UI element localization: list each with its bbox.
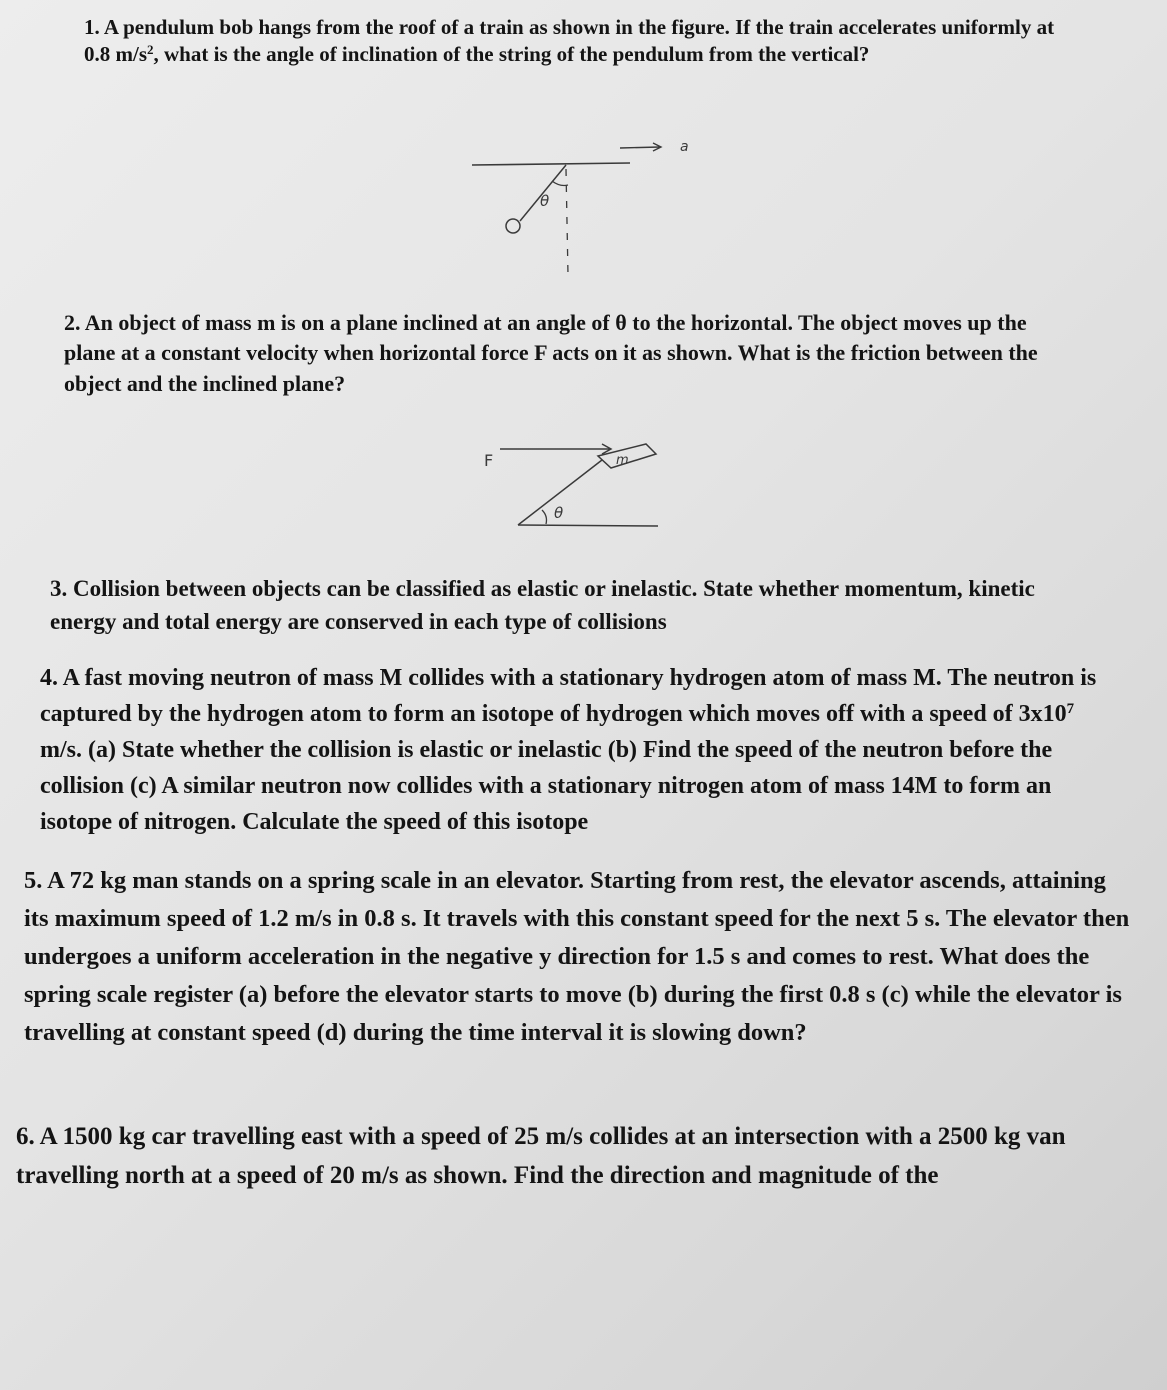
question-6 — [16, 1118, 1136, 1196]
question-4-text: 4. A fast moving neutron of mass M collides with a stationary hydrogen atom of mass M. The neutron is captured by the hydrogen atom to form an isotope of hydrogen which moves off with a speed of 3x10 — [40, 665, 1097, 727]
question-1-text: 1. A pendulum bob hangs from the roof of a train as shown in the figure. If the train accelerates uniformly at 0.8 m/s — [84, 15, 1055, 67]
pendulum-bob — [506, 219, 520, 233]
question-3-text: 3. Collision between objects can be classified as elastic or inelastic. State whether momentum, kinetic energy and total energy are conserved in each type of collisions — [50, 576, 1035, 635]
question-4-superscript: 7 — [1066, 700, 1075, 717]
incline-angle-label: θ — [554, 504, 564, 522]
pendulum-figure — [460, 125, 700, 285]
acceleration-arrow — [620, 147, 660, 148]
angle-label: θ — [540, 192, 550, 210]
question-2-text: 2. An object of mass m is on a plane inclined at an angle of θ to the horizontal. The object moves up the plane at a constant velocity when horizontal force F acts on it as shown. What is the friction between the object and the inclined plane? — [64, 310, 1038, 396]
question-1-text-tail: , what is the angle of inclination of the string of the pendulum from the vertical? — [153, 42, 870, 67]
question-6-text: 6. A 1500 kg car travelling east with a speed of 25 m/s collides at an intersection with a 2500 kg van travelling north at a speed of 20 m/s as shown. Find the direction and magnitude of the — [16, 1123, 1066, 1189]
inclined-plane-figure — [470, 420, 690, 545]
ground-line — [518, 525, 658, 526]
angle-arc — [552, 181, 568, 186]
question-5-text: 5. A 72 kg man stands on a spring scale in an elevator. Starting from rest, the elevator ascends, attaining its maximum speed of 1.2 m/s in 0.8 s. It travels with this constant speed for the next 5 s. The elevator then undergoes a uniform acceleration in the negative y direction for 1.5 s and comes to rest. What does the spring scale register (a) before the elevator starts to move (b) during the first 0.8 s (c) while the elevator is travelling at constant speed (d) during the time interval it is slowing down? — [24, 867, 1130, 1046]
question-4 — [40, 660, 1100, 840]
question-1-superscript: 2 — [147, 42, 154, 58]
mass-label: m — [616, 453, 629, 468]
incline-angle-arc — [542, 510, 547, 524]
question-5 — [24, 862, 1134, 1052]
force-label: F — [484, 451, 494, 470]
question-1 — [84, 14, 1064, 69]
train-roof-line — [472, 163, 630, 165]
question-2 — [64, 308, 1074, 399]
acceleration-label: a — [680, 139, 689, 155]
question-4-text-tail: m/s. (a) State whether the collision is elastic or inelastic (b) Find the speed of the neutron before the collision (c) A similar neutron now collides with a stationary nitrogen atom of mass 14M to form an isotope of nitrogen. Calculate the speed of this isotope — [40, 737, 1053, 835]
question-3 — [50, 572, 1080, 639]
